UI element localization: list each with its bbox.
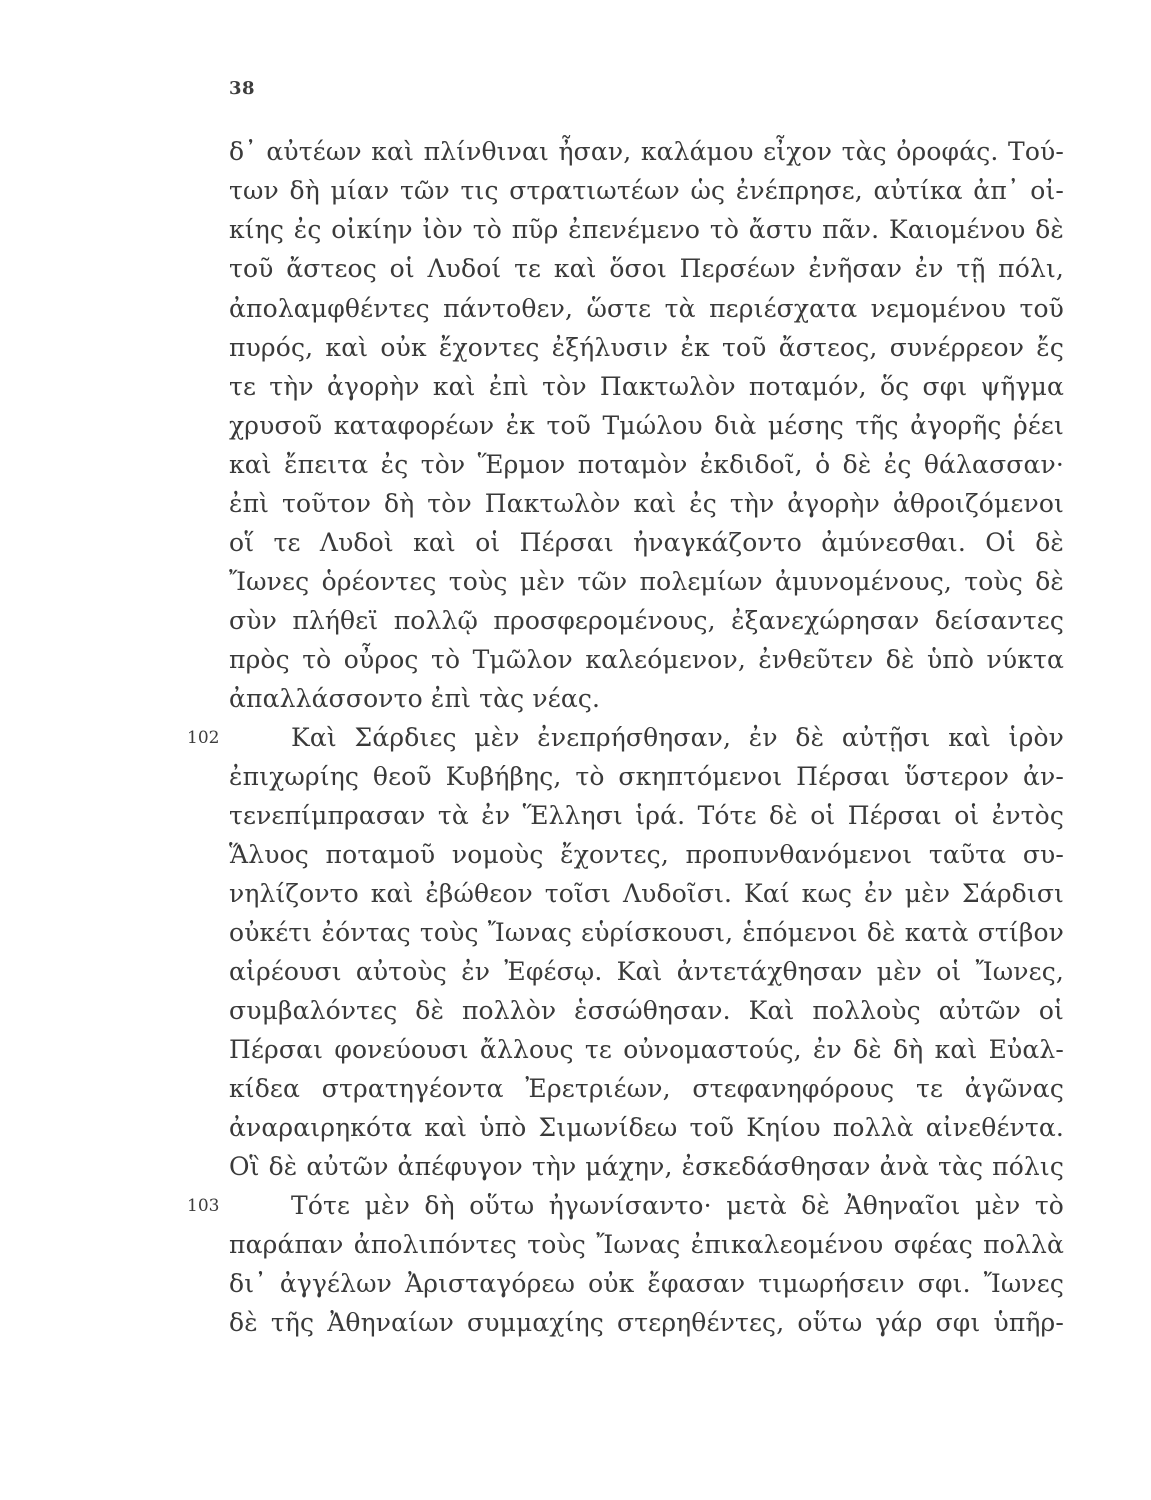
text-line: νηλίζοντο καὶ ἐβώθεον τοῖσι Λυδοῖσι. Καί κως ἐν μὲν Σάρδισι xyxy=(229,879,1064,908)
section-number-103: 103 xyxy=(187,1196,220,1216)
text-line: Ἅλυος ποταμοῦ νομοὺς ἔχοντες, προπυνθανόμενοι ταῦτα συ- xyxy=(229,840,1064,869)
text-line: τε τὴν ἀγορὴν καὶ ἐπὶ τὸν Πακτωλὸν ποταμόν, ὅς σφι ψῆγμα xyxy=(229,372,1064,401)
text-line: των δὴ μίαν τῶν τις στρατιωτέων ὡς ἐνέπρησε, αὐτίκα ἀπ᾽ οἰ- xyxy=(229,176,1064,205)
text-line: Καὶ Σάρδιες μὲν ἐνεπρήσθησαν, ἐν δὲ αὐτῇσι καὶ ἱρὸν xyxy=(291,723,1064,752)
text-line: Τότε μὲν δὴ οὕτω ἠγωνίσαντο· μετὰ δὲ Ἀθηναῖοι μὲν τὸ xyxy=(291,1191,1064,1220)
text-line: σὺν πλήθεϊ πολλῷ προσφερομένους, ἐξανεχώρησαν δείσαντες xyxy=(229,606,1064,635)
text-line: κίδεα στρατηγέοντα Ἐρετριέων, στεφανηφόρους τε ἀγῶνας xyxy=(229,1074,1064,1103)
text-line: ἀπολαμφθέντες πάντοθεν, ὥστε τὰ περιέσχατα νεμομένου τοῦ xyxy=(229,294,1064,323)
text-line: δι᾽ ἀγγέλων Ἀρισταγόρεω οὐκ ἔφασαν τιμωρήσειν σφι. Ἴωνες xyxy=(229,1269,1064,1298)
text-line: Οἳ δὲ αὐτῶν ἀπέφυγον τὴν μάχην, ἐσκεδάσθησαν ἀνὰ τὰς πόλις xyxy=(229,1152,1064,1181)
page-number: 38 xyxy=(229,78,256,99)
text-line: τοῦ ἄστεος οἱ Λυδοί τε καὶ ὅσοι Περσέων ἐνῆσαν ἐν τῇ πόλι, xyxy=(229,254,1064,283)
text-line: παράπαν ἀπολιπόντες τοὺς Ἴωνας ἐπικαλεομένου σφέας πολλὰ xyxy=(229,1230,1064,1259)
text-line: αἱρέουσι αὐτοὺς ἐν Ἐφέσῳ. Καὶ ἀντετάχθησαν μὲν οἱ Ἴωνες, xyxy=(229,957,1064,986)
text-line: δὲ τῆς Ἀθηναίων συμμαχίης στερηθέντες, οὕτω γάρ σφι ὑπῆρ- xyxy=(229,1308,1064,1337)
text-line: κίης ἐς οἰκίην ἰὸν τὸ πῦρ ἐπενέμενο τὸ ἄστυ πᾶν. Καιομένου δὲ xyxy=(229,215,1064,244)
text-line: καὶ ἔπειτα ἐς τὸν Ἕρμον ποταμὸν ἐκδιδοῖ, ὁ δὲ ἐς θάλασσαν· xyxy=(229,450,1064,479)
text-line: Ἴωνες ὁρέοντες τοὺς μὲν τῶν πολεμίων ἀμυνομένους, τοὺς δὲ xyxy=(229,567,1064,596)
text-line: δ᾽ αὐτέων καὶ πλίνθιναι ἦσαν, καλάμου εἶχον τὰς ὀροφάς. Τού- xyxy=(229,137,1064,166)
text-line: ἐπὶ τοῦτον δὴ τὸν Πακτωλὸν καὶ ἐς τὴν ἀγορὴν ἀθροιζόμενοι xyxy=(229,489,1064,518)
text-line: συμβαλόντες δὲ πολλὸν ἑσσώθησαν. Καὶ πολλοὺς αὐτῶν οἱ xyxy=(229,996,1064,1025)
text-line: πυρός, καὶ οὐκ ἔχοντες ἐξήλυσιν ἐκ τοῦ ἄστεος, συνέρρεον ἔς xyxy=(229,333,1064,362)
text-line: οὐκέτι ἐόντας τοὺς Ἴωνας εὑρίσκουσι, ἑπόμενοι δὲ κατὰ στίβον xyxy=(229,918,1064,947)
text-line: ἐπιχωρίης θεοῦ Κυβήβης, τὸ σκηπτόμενοι Πέρσαι ὕστερον ἀν- xyxy=(229,762,1064,791)
text-line: ἀναραιρηκότα καὶ ὑπὸ Σιμωνίδεω τοῦ Κηίου πολλὰ αἰνεθέντα. xyxy=(229,1113,1064,1142)
text-line: χρυσοῦ καταφορέων ἐκ τοῦ Τμώλου διὰ μέσης τῆς ἀγορῆς ῥέει xyxy=(229,411,1064,440)
section-number-102: 102 xyxy=(187,728,220,748)
text-line: ἀπαλλάσσοντο ἐπὶ τὰς νέας. xyxy=(229,684,601,713)
text-line: πρὸς τὸ οὖρος τὸ Τμῶλον καλεόμενον, ἐνθεῦτεν δὲ ὑπὸ νύκτα xyxy=(229,645,1064,674)
text-line: οἵ τε Λυδοὶ καὶ οἱ Πέρσαι ἠναγκάζοντο ἀμύνεσθαι. Οἱ δὲ xyxy=(229,528,1064,557)
text-line: Πέρσαι φονεύουσι ἄλλους τε οὐνομαστούς, ἐν δὲ δὴ καὶ Εὐαλ- xyxy=(229,1035,1064,1064)
text-line: τενεπίμπρασαν τὰ ἐν Ἕλλησι ἱρά. Τότε δὲ οἱ Πέρσαι οἱ ἐντὸς xyxy=(229,801,1064,830)
